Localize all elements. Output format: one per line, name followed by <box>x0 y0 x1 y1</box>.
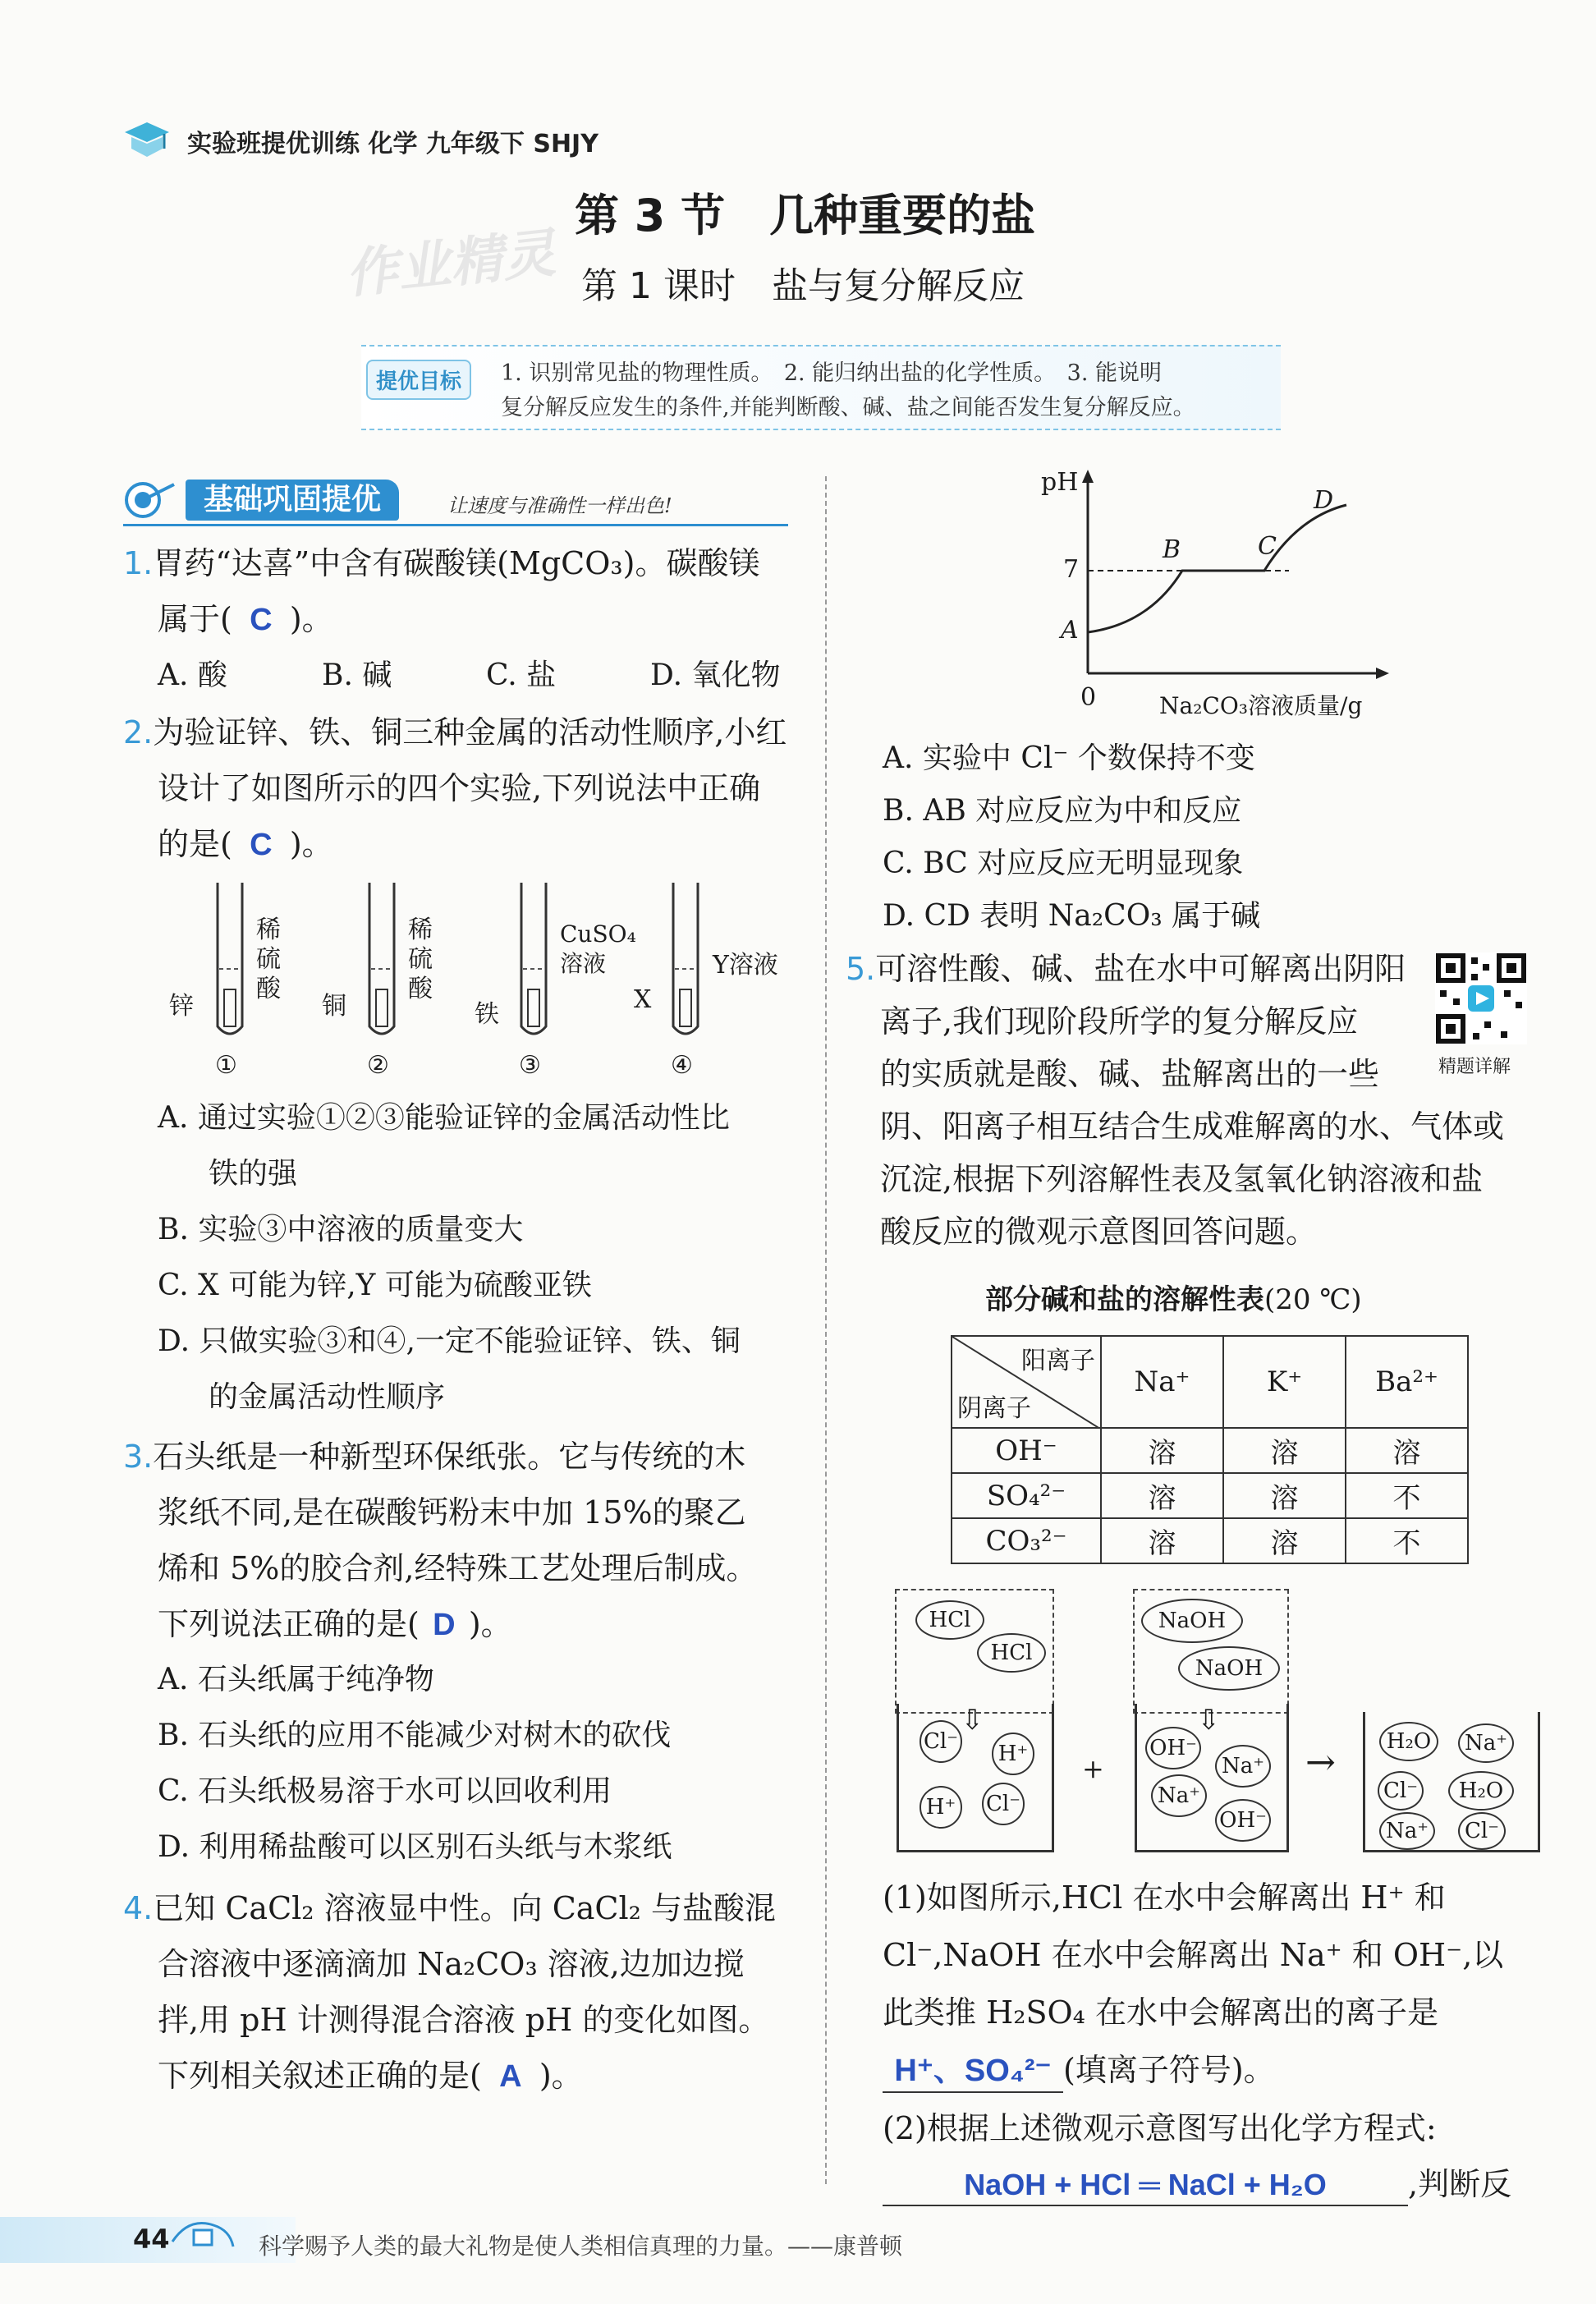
naoh-molecule-1: NaOH <box>1141 1599 1243 1643</box>
tube-4-number: ④ <box>671 1051 693 1080</box>
anion-oh: OH⁻ <box>952 1428 1101 1473</box>
q3-option-d: D. 利用稀盐酸可以区别石头纸与木浆纸 <box>158 1830 672 1864</box>
qr-code[interactable] <box>1435 952 1527 1044</box>
header-series: 实验班提优训练 化学 九年级下 SHJY <box>187 130 598 158</box>
tube-1-liquid: 稀硫酸 <box>256 916 281 1003</box>
q1-answer: C <box>250 603 273 637</box>
q5-sub1-answer: H⁺、SO₄²⁻ <box>883 2050 1063 2093</box>
question-3: 3.石头纸是一种新型环保纸张。它与传统的木 浆纸不同,是在碳酸钙粉末中加 15%的聚乙 烯和 5%的胶合剂,经特殊工艺处理后制成。 下列说法正确的是( D )。 <box>123 1429 813 1653</box>
table-title: 部分碱和盐的溶解性表(20 ℃) <box>985 1283 1362 1316</box>
tube-2-metal: 铜 <box>322 992 346 1021</box>
q1-option-c: C. 盐 <box>486 659 557 692</box>
tube-4-liquid: Y溶液 <box>713 951 778 980</box>
tube-2-number: ② <box>367 1051 389 1080</box>
q5-sub2-answer: NaOH + HCl ═ NaCl + H₂O <box>883 2165 1408 2206</box>
reaction-arrow: → <box>1305 1742 1336 1783</box>
banner-subtitle: 让速度与准确性一样出色! <box>447 494 672 517</box>
graph-point-d: D <box>1314 486 1334 515</box>
tube-3-number: ③ <box>519 1051 541 1080</box>
ion-oh-2: OH⁻ <box>1215 1799 1271 1842</box>
question-5: 5.可溶性酸、碱、盐在水中可解离出阴阳 离子,我们现阶段所学的复分解反应 的实质就是酸、碱、盐解离出的一些 阴、阳离子相互结合生成难解离的水、气体或 沉淀,根据下列溶解性表及氢氧化钠溶液和盐 酸反应的微观示意图回答问题。 <box>846 951 1505 1250</box>
table-corner: 阳离子 阴离子 <box>952 1336 1101 1428</box>
q3-option-a: A. 石头纸属于纯净物 <box>158 1663 434 1696</box>
ph-graph-svg <box>1018 468 1404 714</box>
q1-option-d: D. 氧化物 <box>650 659 781 692</box>
column-divider <box>825 476 827 2184</box>
watermark: 作业精灵 <box>342 223 558 306</box>
header-logo-icon <box>123 119 171 163</box>
tube-1 <box>213 879 246 1043</box>
tube-1-number: ① <box>215 1051 237 1080</box>
q4-options <box>883 732 1556 943</box>
q2-options: A. 通过实验①②③能验证锌的金属活动性比 铁的强 B. 实验③中溶液的质量变大 C. X 可能为锌,Y 可能为硫酸亚铁 D. 只做实验③和④,一定不能验证锌、铁、铜 的金属活动性顺序 <box>158 1090 814 1425</box>
ion-oh-1: OH⁻ <box>1145 1727 1201 1769</box>
micro-diagram <box>895 1589 1552 1860</box>
tube-1-metal: 锌 <box>169 992 194 1021</box>
graph-ylabel: pH <box>1041 468 1079 497</box>
graph-origin: 0 <box>1080 683 1097 712</box>
cation-k: K⁺ <box>1223 1336 1346 1428</box>
q4-option-a: A. 实验中 Cl⁻ 个数保持不变 <box>883 741 1255 775</box>
q5-sub2: (2)根据上述微观示意图写出化学方程式: NaOH + HCl ═ NaCl + H₂O ,判断反 <box>883 2100 1556 2212</box>
test-tubes-figure <box>164 879 805 1100</box>
graph-point-a: A <box>1061 616 1079 645</box>
tube-3 <box>517 879 550 1043</box>
ion-na-2: Na⁺ <box>1151 1774 1207 1817</box>
banner-title: 基础巩固提优 <box>186 480 399 521</box>
page-number: 44 <box>133 2224 170 2255</box>
section-banner <box>123 478 788 526</box>
down-arrow-icon-2: ⇩ <box>1197 1704 1221 1737</box>
graph-point-b: B <box>1163 535 1181 564</box>
product-h2o-1: H₂O <box>1379 1722 1438 1761</box>
question-1: 1.胃药“达喜”中含有碳酸镁(MgCO₃)。碳酸镁 属于( C )。 A. 酸 B. 碱 C. 盐 D. 氧化物 <box>123 535 813 704</box>
q4-option-b: B. AB 对应反应为中和反应 <box>883 794 1242 828</box>
anion-so4: SO₄²⁻ <box>952 1473 1101 1518</box>
q5-number: 5. <box>846 951 876 987</box>
q2-option-d: D. 只做实验③和④,一定不能验证锌、铁、铜 <box>158 1324 741 1358</box>
solubility-table: 阳离子 阴离子 Na⁺ K⁺ Ba²⁺ OH⁻ 溶 溶 溶 SO₄²⁻ 溶 溶 不 CO₃²⁻ 溶 溶 不 <box>951 1335 1469 1564</box>
ion-na-1: Na⁺ <box>1215 1745 1271 1788</box>
q3-option-c: C. 石头纸极易溶于水可以回收利用 <box>158 1774 612 1808</box>
q2-number: 2. <box>123 714 154 750</box>
footer-quote: 科学赐予人类的最大礼物是使人类相信真理的力量。——康普顿 <box>259 2233 903 2260</box>
q1-option-b: B. 碱 <box>322 659 392 692</box>
tube-3-metal: 铁 <box>475 1000 499 1029</box>
product-na-1: Na⁺ <box>1458 1723 1514 1763</box>
cation-ba: Ba²⁺ <box>1346 1336 1468 1428</box>
product-cl-2: Cl⁻ <box>1458 1812 1506 1850</box>
graph-seven: 7 <box>1063 555 1080 584</box>
ion-cl-1: Cl⁻ <box>920 1720 962 1763</box>
question-4: 4.已知 CaCl₂ 溶液显中性。向 CaCl₂ 与盐酸混 合溶液中逐滴滴加 Na₂CO₃ 溶液,边加边搅 拌,用 pH 计测得混合溶液 pH 的变化如图。 下列相关叙述正确的是( A )。 <box>123 1880 813 2104</box>
q2-option-a: A. 通过实验①②③能验证锌的金属活动性比 <box>158 1101 730 1135</box>
q4-answer: A <box>499 2059 522 2094</box>
goals-line1: 1. 识别常见盐的物理性质。 2. 能归纳出盐的化学性质。 3. 能说明 <box>501 360 1163 386</box>
q2-option-b: B. 实验③中溶液的质量变大 <box>158 1213 524 1246</box>
tube-2-liquid: 稀硫酸 <box>408 916 433 1003</box>
section-title: 第 3 节 几种重要的盐 <box>575 190 1036 241</box>
tube-4 <box>669 879 702 1043</box>
ion-h-1: H⁺ <box>992 1733 1034 1775</box>
question-2: 2.为验证锌、铁、铜三种金属的活动性顺序,小红 设计了如图所示的四个实验,下列说法中正确 的是( C )。 <box>123 705 813 873</box>
q3-answer: D <box>433 1608 456 1642</box>
graph-point-c: C <box>1258 532 1277 561</box>
plus-sign: + <box>1082 1753 1104 1784</box>
product-cl-1: Cl⁻ <box>1378 1771 1424 1811</box>
tube-2 <box>365 879 398 1043</box>
q1-number: 1. <box>123 545 154 581</box>
product-h2o-2: H₂O <box>1448 1771 1514 1811</box>
down-arrow-icon: ⇩ <box>961 1704 984 1737</box>
ion-cl-2: Cl⁻ <box>982 1783 1025 1825</box>
anion-co3: CO₃²⁻ <box>952 1518 1101 1563</box>
q2-answer: C <box>250 828 273 862</box>
ion-h-2: H⁺ <box>920 1786 962 1829</box>
q3-number: 3. <box>123 1439 154 1475</box>
q1-option-a: A. 酸 <box>158 659 227 692</box>
target-icon <box>123 480 181 524</box>
cation-na: Na⁺ <box>1101 1336 1223 1428</box>
graph-xlabel: Na₂CO₃溶液质量/g <box>1159 692 1363 719</box>
ph-graph <box>1018 468 1404 731</box>
naoh-molecule-2: NaOH <box>1178 1646 1280 1691</box>
q5-sub1: (1)如图所示,HCl 在水中会解离出 H⁺ 和 Cl⁻,NaOH 在水中会解离出 Na⁺ 和 OH⁻,以 此类推 H₂SO₄ 在水中会解离出的离子是 H⁺、SO₄²⁻ (填离子符号)。 <box>883 1869 1556 2099</box>
q4-option-d: D. CD 表明 Na₂CO₃ 属于碱 <box>883 899 1261 933</box>
q3-option-b: B. 石头纸的应用不能减少对树木的砍伐 <box>158 1719 672 1752</box>
qr-label: 精题详解 <box>1438 1057 1511 1077</box>
tube-4-metal: X <box>634 985 652 1014</box>
q2-option-c: C. X 可能为锌,Y 可能为硫酸亚铁 <box>158 1269 592 1302</box>
hcl-molecule-2: HCl <box>977 1633 1046 1673</box>
hcl-molecule-1: HCl <box>915 1600 984 1640</box>
goals-line2: 复分解反应发生的条件,并能判断酸、碱、盐之间能否发生复分解反应。 <box>501 395 1195 420</box>
footer-decor-icon <box>164 2209 238 2261</box>
qr-code-icon <box>1435 952 1527 1044</box>
q4-number: 4. <box>123 1890 154 1926</box>
tube-3-liquid: CuSO₄溶液 <box>560 920 636 977</box>
goals-label: 提优目标 <box>366 360 471 400</box>
q3-options <box>158 1652 814 1875</box>
goals-box <box>361 345 1281 430</box>
lesson-title: 第 1 课时 盐与复分解反应 <box>581 265 1025 307</box>
q4-option-c: C. BC 对应反应无明显现象 <box>883 847 1244 880</box>
product-na-2: Na⁺ <box>1379 1812 1435 1850</box>
